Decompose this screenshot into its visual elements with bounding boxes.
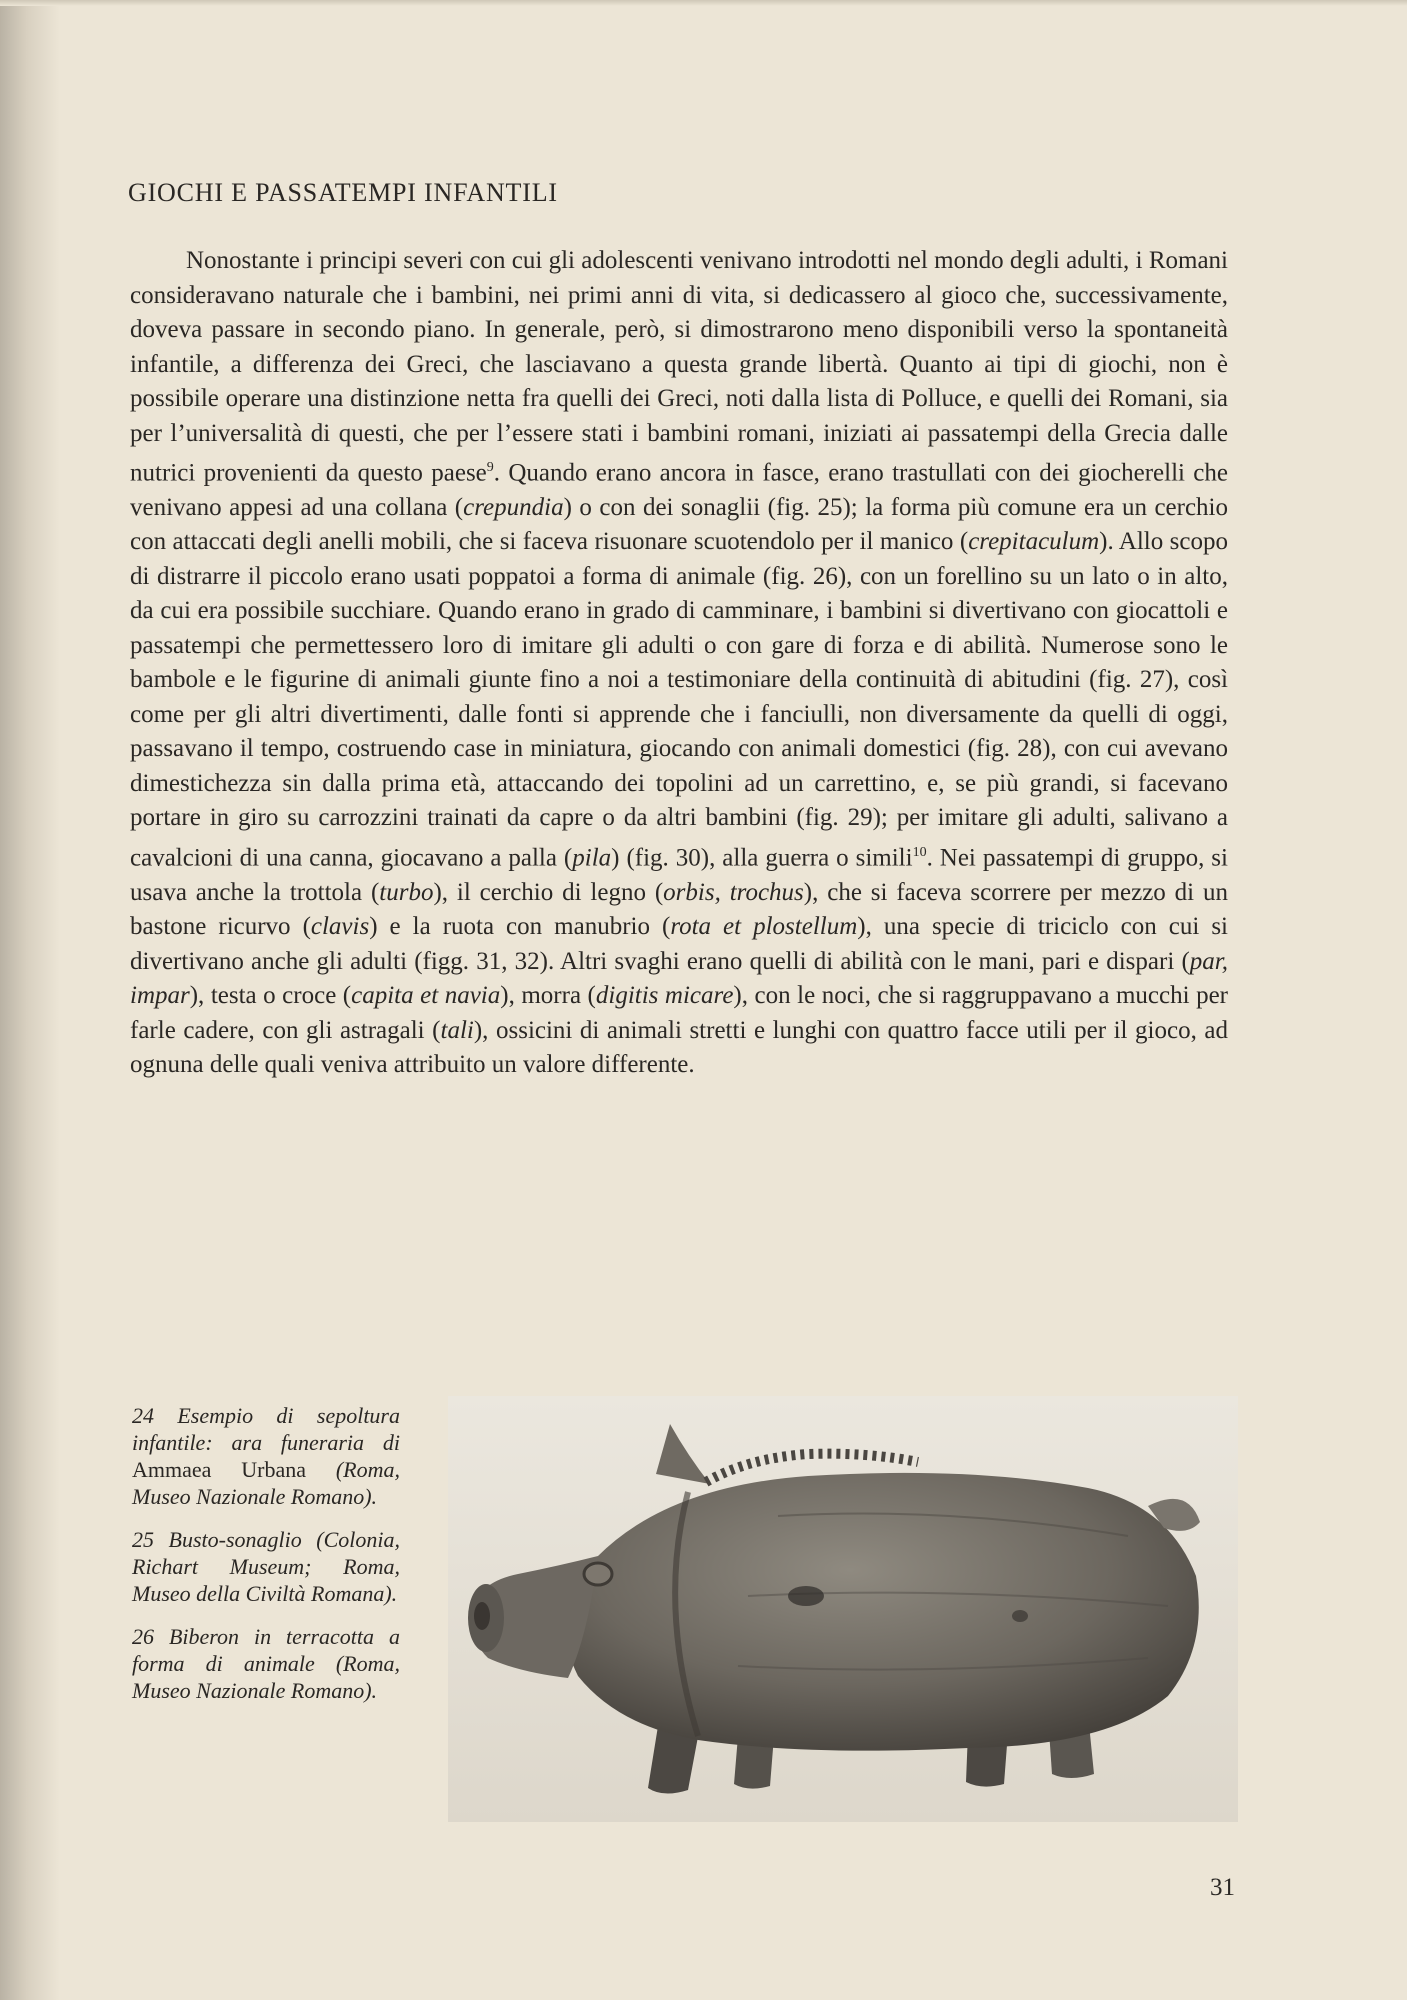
body-text-segment: ), ossicini di animali stretti e lunghi con quattro facce utili per il gioco, ad ognuna delle quali veniva attribuito un valore differente.	[130, 1016, 1228, 1079]
latin-term: digitis micare	[595, 982, 734, 1010]
page-top-edge	[0, 0, 1407, 6]
body-text-segment: ), che si faceva scorrere per mezzo di un bastone ricurvo (	[130, 878, 1229, 941]
body-text-segment: . Quando erano ancora in fasce, erano trastullati con dei giocherelli che venivano appesi ad una collana (	[130, 459, 1228, 521]
latin-term: pila	[572, 844, 612, 872]
latin-term: capita et navia	[351, 982, 501, 1010]
body-text-segment: ). Allo scopo di distrarre il piccolo erano usati poppatoi a forma di animale (fig. 26), con un forellino su un lato o in alto, da cui era possibile succhiare. Quando erano in grado di camminare, i bambini si divertivano con giocattoli e passatempi che permettessero loro di imitare gli adulti o con gare di forza e di abilità. Numerose sono le bambole e le figurine di animali giunte fino a noi a testimoniare della continuità di abitudini (fig. 27), così come per gli altri divertimenti, dalle fonti si apprende che i fanciulli, non diversamente da quelli di oggi, passavano il tempo, costruendo case in miniatura, giocando con animali domestici (fig. 28), con cui avevano dimestichezza sin dalla prima età, attaccando dei topolini ad un carrettino, e, se più grandi, si facevano portare in giro su carrozzini trainati da capre o da altri bambini (fig. 29); per imitare gli adulti, salivano a cavalcioni di una canna, giocavano a palla (	[130, 528, 1229, 872]
caption-24	[132, 1402, 400, 1510]
section-title: GIOCHI E PASSATEMPI INFANTILI	[128, 178, 558, 207]
latin-term: tali	[440, 1016, 474, 1044]
body-text-segment: ), una specie di triciclo con cui si divertivano anche gli adulti (figg. 31, 32). Altri svaghi erano quelli di abilità con le mani, pari e dispari (	[130, 913, 1228, 975]
latin-term: orbis, trochus	[663, 878, 804, 906]
body-text-segment: Nonostante i principi severi con cui gli adolescenti venivano introdotti nel mondo degli adulti, i Romani consideravano naturale che i bambini, nei primi anni di vita, si dedicassero al gioco che, successivamente, doveva passare in secondo piano. In generale, però, si dimostrarono meno disponibili verso la spontaneità infantile, a differenza dei Greci, che lasciavano a questa grande libertà. Quanto ai tipi di giochi, non è possibile operare una distinzione netta fra quelli dei Greci, noti dalla lista di Polluce, e quelli dei Romani, sia per l’universalità di questi, che per l’essere stati i bambini romani, iniziati ai passatempi della Grecia dalle nutrici provenienti da questo paese	[130, 247, 1228, 487]
latin-term: crepitaculum	[968, 528, 1100, 556]
body-text-segment: . Nei passatempi di gruppo, si usava anche la trottola (	[130, 844, 1228, 906]
caption-25: 25 Busto-sonaglio (Colonia, Richart Museum; Roma, Museo della Civiltà Romana).	[132, 1527, 400, 1606]
caption-26: 26 Biberon in terracotta a forma di animale (Roma, Museo Nazionale Romano).	[132, 1624, 400, 1703]
latin-term: par, impar	[130, 947, 1228, 1010]
body-text-segment: ) o con dei sonaglii (fig. 25); la forma più comune era un cerchio con attaccati degli anelli mobili, che si faceva risuonare scuotendolo per il manico (	[130, 493, 1229, 556]
latin-term: turbo	[379, 878, 434, 906]
body-paragraph	[130, 244, 1228, 1083]
animal-shaped-feeder-illustration	[448, 1396, 1238, 1822]
footnote-ref-10: 10	[912, 844, 927, 860]
caption-24-text: 24 Esempio di sepoltura infantile: ara funeraria di	[132, 1403, 400, 1455]
figure-26-animal-feeder-photo	[448, 1396, 1238, 1822]
body-text-segment: ), con le noci, che si raggruppavano a mucchi per farle cadere, con gli astragali (	[130, 982, 1228, 1044]
caption-24-location: (Roma, Museo Nazionale Romano).	[132, 1457, 400, 1509]
body-text-segment: ), morra (	[500, 982, 596, 1010]
footnote-ref-9: 9	[486, 460, 494, 475]
body-text-segment: ) (fig. 30), alla guerra o simili	[611, 844, 913, 872]
latin-term: crepundia	[463, 493, 564, 521]
body-text-segment: ), testa o croce (	[189, 982, 352, 1010]
page-gutter-shadow	[0, 0, 60, 2000]
caption-24-name: Ammaea Urbana	[132, 1457, 306, 1482]
latin-term: rota et plostellum	[670, 913, 858, 941]
body-text-segment: ), il cerchio di legno (	[433, 878, 664, 906]
body-text-segment: ) e la ruota con manubrio (	[369, 913, 671, 941]
latin-term: clavis	[310, 913, 370, 941]
page-number: 31	[1210, 1874, 1235, 1901]
figure-captions	[132, 1402, 400, 1720]
